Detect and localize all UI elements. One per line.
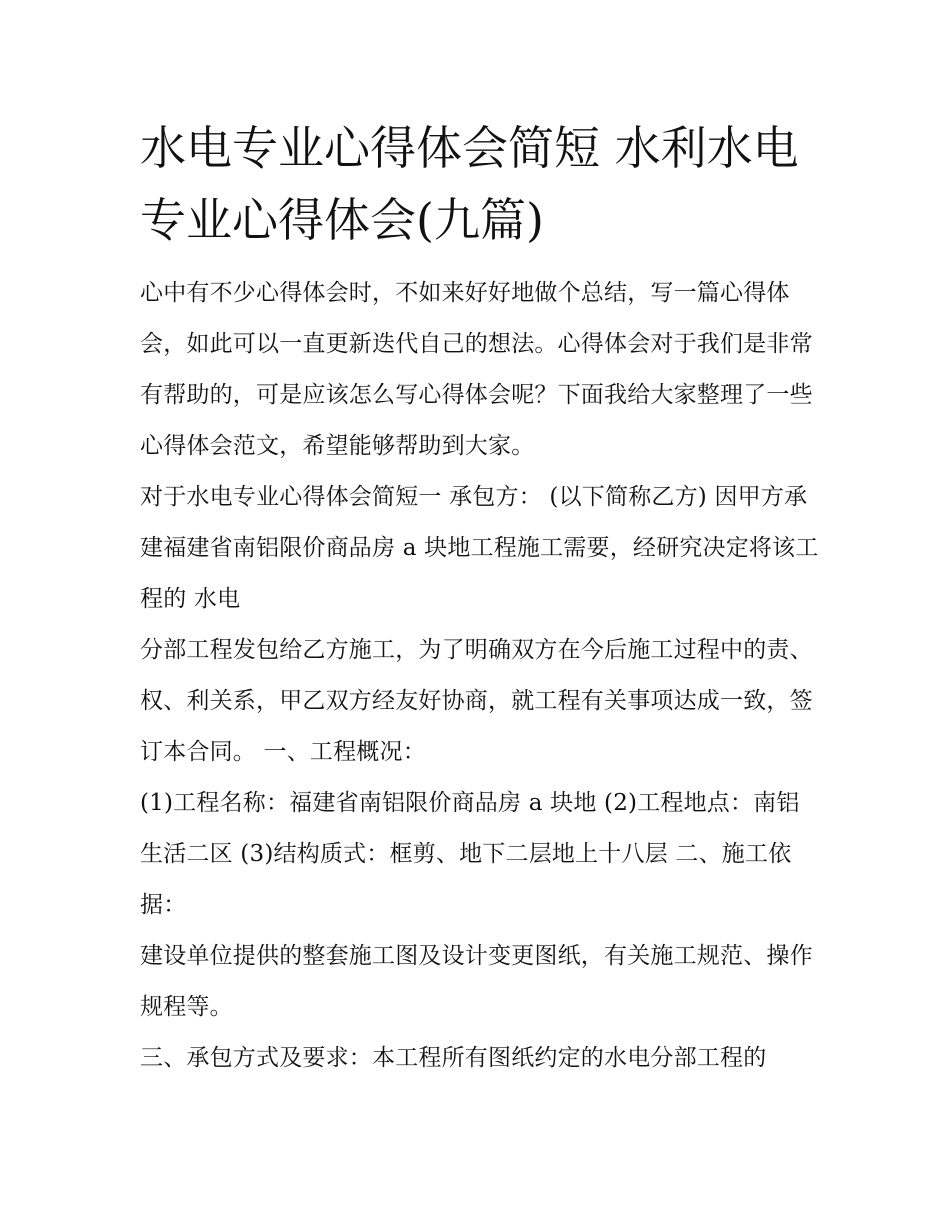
paragraph-construction-basis: 建设单位提供的整套施工图及设计变更图纸，有关施工规范、操作规程等。: [140, 943, 813, 1020]
paragraph-intro: 心中有不少心得体会时，不如来好好地做个总结，写一篇心得体会，如此可以一直更新迭代自己的想法。心得体会对于我们是非常有帮助的，可是应该怎么写心得体会呢？下面我给大家整理了一些心得体会范文，希望能够帮助到大家。: [140, 280, 813, 459]
paragraph-contract-method: 三、承包方式及要求：本工程所有图纸约定的水电分部工程的: [140, 1045, 767, 1071]
document-body: [140, 112, 820, 1084]
paragraph-contract-parties: 对于水电专业心得体会简短一 承包方： (以下简称乙方) 因甲方承建福建省南铝限价商品房 a 块地工程施工需要，经研究决定将该工程的 水电: [140, 484, 819, 612]
document-title: 水电专业心得体会简短 水利水电专业心得体会(九篇): [140, 121, 799, 247]
paragraph-project-overview: (1)工程名称：福建省南铝限价商品房 a 块地 (2)工程地点：南铝生活二区 (3)结构质式：框剪、地下二层地上十八层 二、施工依据：: [140, 790, 800, 918]
paragraph-contract-purpose: 分部工程发包给乙方施工，为了明确双方在今后施工过程中的责、权、利关系，甲乙双方经友好协商，就工程有关事项达成一致，签订本合同。 一、工程概况：: [140, 637, 813, 765]
